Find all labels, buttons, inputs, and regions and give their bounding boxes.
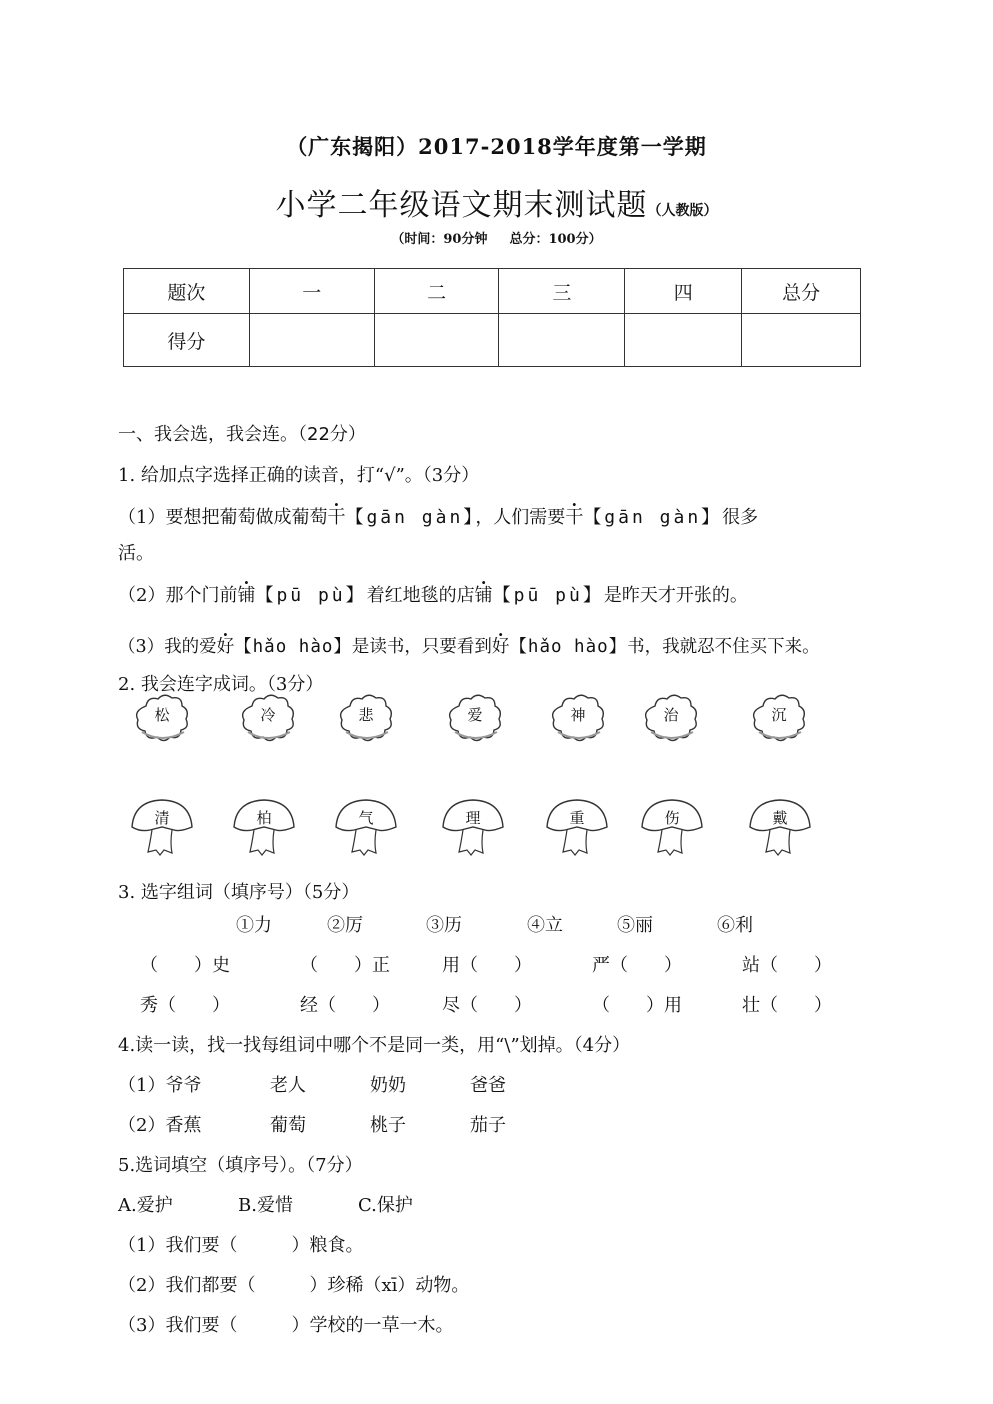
time-limit: （时间：90分钟 [391,232,488,247]
text-segment: （3）我的爱 [118,637,217,657]
cloud-char: 悲 [358,706,374,724]
q4-word[interactable]: （2）香蕉 [118,1115,202,1136]
exam-meta [0,228,993,247]
mushroom-char: 重 [569,809,585,827]
q3-blank[interactable]: 站（ ） [742,955,832,976]
cloud-char-card[interactable] [641,692,701,744]
q4-word[interactable]: 奶奶 [370,1075,406,1096]
text-segment: 是昨天才开张的。 [603,585,748,606]
q4-word[interactable]: 葡萄 [270,1115,306,1136]
cloud-char: 沉 [771,706,787,724]
question-1-item-2 [118,581,748,607]
score-table-cell: 一 [249,269,374,314]
cloud-char-card[interactable] [132,692,192,744]
pinyin-options[interactable]: 【hǎo hào】 [234,637,352,657]
q3-blank[interactable]: 严（ ） [592,955,682,976]
q5-item[interactable]: （1）我们要（ ）粮食。 [118,1235,364,1256]
pinyin-options[interactable]: 【gān gàn】 [583,507,723,528]
pinyin-options[interactable]: 【hǎo hào】 [509,637,628,657]
score-table-cell: 总分 [742,269,861,314]
q3-option: ②厉 [327,915,363,936]
cloud-char: 爱 [467,706,483,724]
q4-word[interactable]: 爸爸 [470,1075,506,1096]
pinyin-options[interactable]: 【pū pù】 [255,585,367,606]
cloud-char: 冷 [260,706,276,724]
cloud-char-card[interactable] [238,692,298,744]
score-input-cell[interactable] [249,314,374,367]
text-segment: 很多 [722,507,759,528]
mushroom-char-card[interactable] [130,797,194,857]
cloud-char: 神 [570,706,586,724]
question-1-title: 1. 给加点字选择正确的读音，打“√”。（3分） [118,465,480,486]
score-table-cell: 四 [625,269,742,314]
question-4-title: 4.读一读，找一找每组词中哪个不是同一类，用“\”划掉。（4分） [118,1035,631,1056]
q3-blank[interactable]: 经（ ） [300,995,390,1016]
q3-blank[interactable]: （ ）史 [140,955,230,976]
q3-blank[interactable]: 尽（ ） [442,995,532,1016]
mushroom-char: 清 [154,809,170,827]
q3-blank[interactable]: （ ）正 [300,955,390,976]
pinyin-options[interactable]: 【pū pù】 [492,585,604,606]
q4-word[interactable]: 茄子 [470,1115,506,1136]
exam-title-text: 小学二年级语文期末测试题 [275,188,648,223]
q5-option: C.保护 [358,1195,413,1216]
score-table-header-row [124,269,861,314]
mushroom-char-card[interactable] [748,797,812,857]
q3-option: ③历 [426,915,462,936]
q3-blank[interactable]: 用（ ） [442,955,532,976]
edition-note: （人教版） [647,203,718,219]
dotted-char: 好 [491,637,510,657]
q4-word[interactable]: 桃子 [370,1115,406,1136]
mushroom-char-card[interactable] [545,797,609,857]
question-1-item-1 [118,503,758,529]
score-input-cell[interactable] [374,314,499,367]
text-segment: 是读书，只要看到 [351,637,492,657]
text-segment: ，人们需要 [475,507,566,528]
q3-blank[interactable]: （ ）用 [592,995,682,1016]
text-segment: 着红地毯的店 [366,585,475,606]
exam-title [0,180,993,224]
q3-option: ④立 [527,915,563,936]
q5-item[interactable]: （2）我们都要（ ）珍稀（xī）动物。 [118,1275,470,1296]
q3-option: ⑤丽 [617,915,653,936]
dotted-char: 铺 [237,585,256,606]
cloud-char-card[interactable] [445,692,505,744]
score-input-cell[interactable] [742,314,861,367]
q4-word[interactable]: （1）爷爷 [118,1075,202,1096]
dotted-char: 干 [327,507,346,528]
dotted-char: 好 [216,637,235,657]
q3-option: ①力 [236,915,272,936]
text-segment: （1）要想把葡萄做成葡萄 [118,507,328,528]
total-score: 总分：100分） [509,232,602,247]
question-3-title: 3. 选字组词（填序号）（5分） [118,882,360,903]
question-5-title: 5.选词填空（填序号）。（7分） [118,1155,363,1176]
mushroom-char-card[interactable] [232,797,296,857]
score-table-cell: 得分 [124,314,250,367]
q5-item[interactable]: （3）我们要（ ）学校的一草一木。 [118,1315,454,1336]
q3-option: ⑥利 [717,915,753,936]
exam-region-year: （广东揭阳）2017-2018学年度第一学期 [286,134,707,159]
question-1-item-3 [118,633,820,658]
mushroom-char: 戴 [772,809,788,827]
cloud-char: 治 [663,706,679,724]
mushroom-char-card[interactable] [640,797,704,857]
mushroom-char: 伤 [664,809,680,827]
pinyin-options[interactable]: 【gān gàn】 [345,507,476,528]
q5-option: B.爱惜 [238,1195,293,1216]
q5-option: A.爱护 [118,1195,173,1216]
cloud-char-card[interactable] [336,692,396,744]
q3-blank[interactable]: 秀（ ） [140,995,230,1016]
mushroom-char: 柏 [256,809,272,827]
section-heading: 一、我会选，我会连。（22分） [118,424,366,445]
mushroom-char-card[interactable] [441,797,505,857]
mushroom-char: 理 [465,809,481,827]
cloud-char: 松 [154,706,170,724]
score-table [123,268,861,367]
score-table-score-row [124,314,861,367]
text-segment: （2）那个门前 [118,585,238,606]
q4-word[interactable]: 老人 [270,1075,306,1096]
score-table-cell: 二 [374,269,499,314]
question-2-title: 2. 我会连字成词。（3分） [118,674,324,695]
cloud-char-card[interactable] [548,692,608,744]
score-input-cell[interactable] [625,314,742,367]
cloud-char-card[interactable] [749,692,809,744]
score-table-cell: 三 [499,269,625,314]
dotted-char: 干 [565,507,584,528]
dotted-char: 铺 [474,585,493,606]
text-segment: 书，我就忍不住买下来。 [627,637,820,657]
score-input-cell[interactable] [499,314,625,367]
mushroom-char-card[interactable] [334,797,398,857]
mushroom-char: 气 [358,809,374,827]
score-table-cell: 题次 [124,269,250,314]
question-1-item-1-cont: 活。 [118,543,154,564]
q3-blank[interactable]: 壮（ ） [742,995,832,1016]
